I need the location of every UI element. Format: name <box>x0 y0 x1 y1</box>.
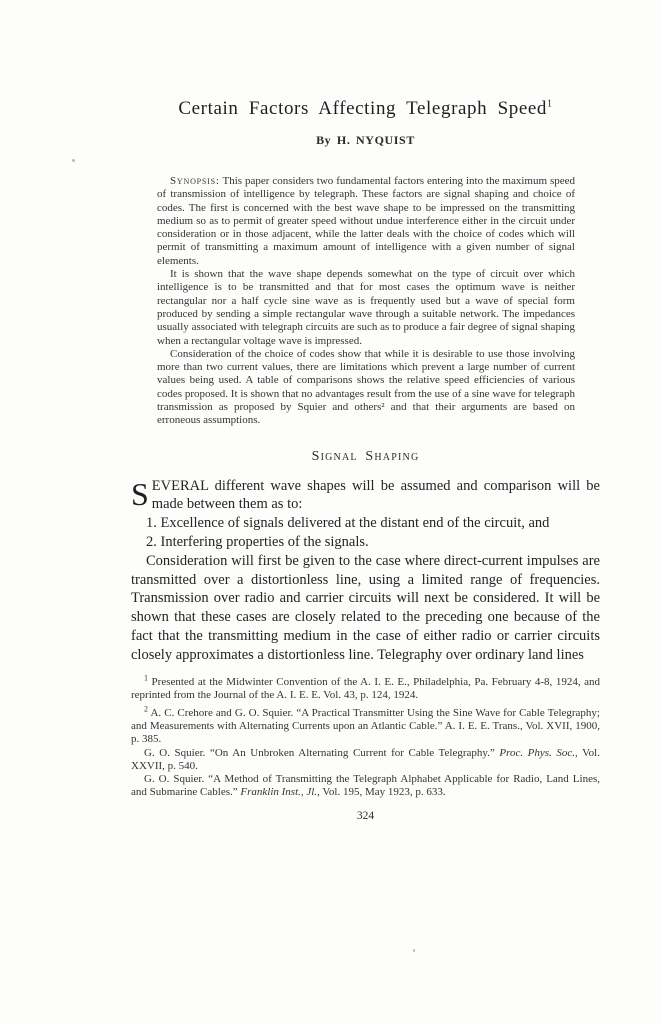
numbered-item-1: 1. Excellence of signals delivered at the distant end of the circuit, and <box>146 515 550 532</box>
footnote-4-text: G. O. Squier. “A Method of Transmitting the Telegraph Alphabet Applicable for Radio, Land Lines, and Submarine Cables.” <box>131 773 600 799</box>
body-paragraph: Consideration will first be given to the case where direct-current impulses are transmitted over a distortionless line, using a limited range of frequencies. Transmission over radio and carrier circuits will next be considered. It will be shown that these cases are closely related to the preceding one because of the fact that the transmitting medium in the case of either radio or carrier circuits closely approximates a distortionless line. Telegraphy over ordinary land lines <box>131 552 600 663</box>
footnotes-block <box>131 672 601 800</box>
synopsis-block <box>157 175 575 428</box>
body-opening-paragraph <box>131 477 600 515</box>
paper-title-text: Certain Factors Affecting Telegraph Speed <box>178 98 548 119</box>
body-text <box>131 477 600 665</box>
footnote-2-text: A. C. Crehore and G. O. Squier. “A Practical Transmitter Using the Sine Wave for Cable Telegraphy; and Measurements with Alternating Currents upon an Atlantic Cable.” A. I. E. E. Trans., Vol. XVII, 1900, p. 385. <box>131 707 600 746</box>
page-number: 324 <box>356 810 375 823</box>
synopsis-paragraph <box>157 175 575 268</box>
scan-speck <box>413 949 415 952</box>
numbered-item-2: 2. Interfering properties of the signals. <box>146 534 369 551</box>
footnote-2 <box>131 704 600 747</box>
footnote-4-ref: , Vol. 195, May 1923, p. 633. <box>317 786 446 799</box>
synopsis-label: Synopsis: <box>170 175 220 187</box>
footnote-3-ref: , Vol. XXVII, p. 540. <box>131 746 600 772</box>
byline <box>131 133 600 148</box>
synopsis-paragraph: It is shown that the wave shape depends somewhat on the type of circuit over which intelligence is to be transmitted and that for most cases the optimum wave is neither rectangular nor a half cycle sine wave as is frequently used but a wave of special form produced by sending a simple rectangular wave through a suitable network. The impedances usually associated with telegraph circuits are such as to produce a fair degree of signal shaping when a rectangular voltage wave is impressed. <box>157 268 575 347</box>
footnote-1-marker: 1 <box>144 672 148 682</box>
paper-title <box>131 98 600 120</box>
footnote-4 <box>131 773 600 799</box>
footnote-1-text: Presented at the Midwinter Convention of the A. I. E. E., Philadelphia, Pa. February 4-8, 1924, and reprinted from the Journal of the A. I. E. E. Vol. 43, p. 124, 1924. <box>131 675 601 701</box>
title-footnote-marker: 1 <box>547 98 553 110</box>
footnote-2-marker: 2 <box>144 704 148 714</box>
footnote-1 <box>131 672 601 702</box>
page-content <box>131 98 600 822</box>
footnote-3 <box>131 747 600 773</box>
body-opening-text: EVERAL different wave shapes will be assumed and comparison will be made between them as to: <box>151 477 600 513</box>
footnote-4-journal: Franklin Inst., Jl. <box>240 786 318 799</box>
footnote-3-journal: Proc. Phys. Soc. <box>499 746 576 759</box>
synopsis-paragraph: Consideration of the choice of codes show that while it is desirable to use those involving more than two current values, there are limitations which prevent a large number of current values being used. A table of comparisons shows the relative speed efficiencies of various codes proposed. It is shown that no advantages result from the use of a sine wave for telegraph transmission as proposed by Squier and others² and that their arguments are based on erroneous assumptions. <box>157 347 575 427</box>
dropcap: S <box>131 475 149 512</box>
synopsis-paragraph-text: This paper considers two fundamental factors entering into the maximum speed of transmission of intelligence by telegraph. These factors are signal shaping and choice of codes. The first is concerned with the best wave shape to be impressed on the transmitting medium so as to permit of greater speed without undue interference either in the circuit under consideration or in those adjacent, while the latter deals with the choice of codes which will permit of transmitting a maximum amount of intelligence with a given number of signal elements. <box>157 175 575 267</box>
footnote-3-text: G. O. Squier. “On An Unbroken Alternating Current for Cable Telegraphy.” <box>144 746 500 759</box>
section-heading: Signal Shaping <box>311 448 420 464</box>
byline-prefix: By <box>316 133 332 147</box>
scan-speck <box>72 159 75 162</box>
author-name: H. NYQUIST <box>336 133 415 147</box>
